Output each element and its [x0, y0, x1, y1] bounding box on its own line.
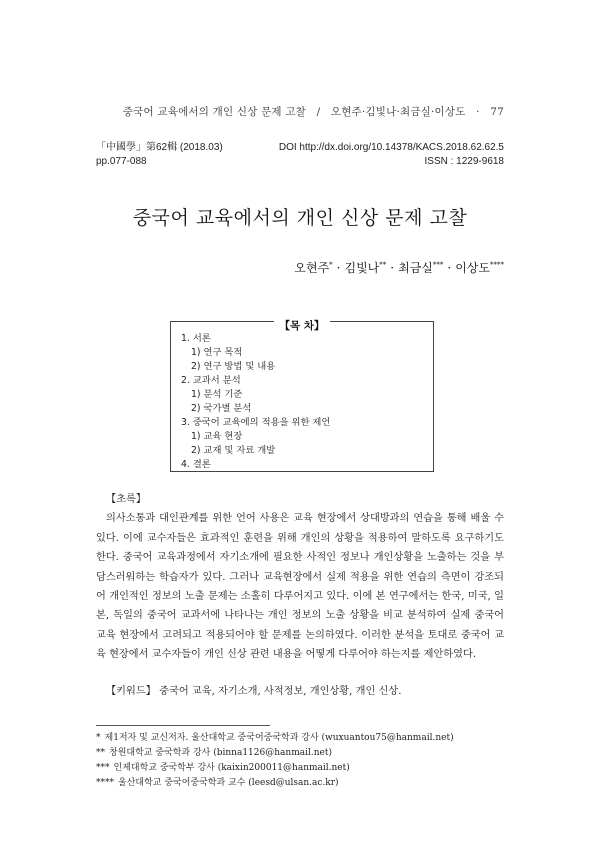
page-number: 77	[490, 106, 504, 118]
footnote-text: 창원대학교 중국학과 강사 (binna1126@hanmail.net)	[109, 748, 332, 758]
footnotes	[96, 731, 504, 791]
author-mark: ***	[432, 261, 444, 269]
toc-item: 1) 연구 목적	[191, 347, 243, 358]
author-list	[96, 259, 504, 276]
toc-item: 2) 교재 및 자료 개발	[191, 445, 276, 456]
running-header-separator: /	[316, 106, 321, 118]
abstract-label: 【초록】	[106, 494, 147, 505]
journal-info: 「中國學」第62輯 (2018.03)	[96, 142, 223, 153]
footnote-text: 인제대학교 중국학부 강사 (kaixin200011@hanmail.net)	[113, 763, 350, 773]
author-separator: ·	[390, 261, 395, 275]
footnote-mark: *	[96, 733, 101, 743]
toc-item: 3. 중국어 교육에의 적용을 위한 제언	[181, 417, 331, 428]
toc-item: 1) 분석 기준	[191, 389, 243, 400]
toc-heading: 【목 차】	[274, 320, 331, 332]
table-of-contents	[170, 321, 434, 472]
toc-item: 1. 서론	[181, 333, 211, 344]
abstract	[96, 490, 504, 665]
paper-title: 중국어 교육에서의 개인 신상 문제 고찰	[132, 207, 468, 229]
issn: ISSN : 1229-9618	[424, 156, 504, 167]
footnote	[96, 776, 504, 791]
publication-meta	[96, 141, 504, 169]
author-name: 최금실	[398, 261, 433, 275]
toc-item: 4. 결론	[181, 459, 211, 470]
author-name: 이상도	[455, 261, 490, 275]
toc-list	[181, 332, 425, 472]
footnote	[96, 746, 504, 761]
running-header	[96, 104, 504, 119]
toc-heading-wrap	[171, 314, 433, 333]
author-separator: ·	[336, 261, 341, 275]
footnote-mark: ***	[96, 763, 110, 773]
footnote	[96, 731, 504, 746]
footnote-mark: **	[96, 748, 105, 758]
author-mark: *	[329, 261, 333, 269]
author-separator: ·	[447, 261, 452, 275]
footnote	[96, 761, 504, 776]
author-mark: ****	[490, 261, 504, 269]
keywords	[106, 682, 504, 697]
toc-item: 2) 국가별 분석	[191, 403, 252, 414]
toc-item: 1) 교육 현장	[191, 431, 243, 442]
doi-link[interactable]: DOI http://dx.doi.org/10.14378/KACS.2018.62.62.5	[278, 142, 504, 153]
footnote-mark: ****	[96, 778, 114, 788]
footnote-divider	[96, 725, 270, 726]
author-mark: **	[379, 261, 387, 269]
running-header-title: 중국어 교육에서의 개인 신상 문제 고찰	[122, 106, 307, 118]
running-header-authors: 오현주·김빛나·최금실·이상도	[330, 106, 466, 118]
author-name: 오현주	[294, 261, 330, 275]
toc-item: 2) 연구 방법 및 내용	[191, 361, 276, 372]
page-range: pp.077-088	[96, 156, 147, 167]
keywords-text: 중국어 교육, 자기소개, 사적정보, 개인상황, 개인 신상.	[159, 686, 402, 697]
keywords-label: 【키워드】	[106, 686, 156, 697]
running-header-dot: ·	[476, 106, 480, 118]
footnote-text: 제1저자 및 교신저자. 울산대학교 중국어중국학과 강사 (wuxuantou75@hanmail.net)	[104, 733, 454, 743]
abstract-text: 의사소통과 대인관계를 위한 언어 사용은 교육 현장에서 상대방과의 연습을 통해 배울 수 있다. 이에 교수자들은 효과적인 훈련을 위해 개인의 상황을 적용하여 말하도록 요구하기도 한다. 중국어 교육과정에서 자기소개에 필요한 사적인 정보나 개인상황을 노출하는 것을 부담스러워하는 학습자가 있다. 그러나 교육현장에서 실제 적용을 위한 연습의 측면이 강조되어 개인적인 정보의 노출 문제는 소홀히 다루어지고 있다. 이에 본 연구에서는 한국, 미국, 일본, 독일의 중국어 교과서에 나타나는 개인 정보의 노출 상황을 비교 분석하여 실제 중국어 교육 현장에서 고려되고 적용되어야 할 문제를 논의하였다. 이러한 분석을 토대로 중국어 교육 현장에서 교수자들이 개인 신상 관련 내용을 어떻게 다루어야 하는지를 제안하였다.	[96, 513, 504, 661]
author-name: 김빛나	[344, 261, 380, 275]
toc-item: 2. 교과서 분석	[181, 375, 241, 386]
footnote-text: 울산대학교 중국어중국학과 교수 (leesd@ulsan.ac.kr)	[118, 778, 339, 788]
